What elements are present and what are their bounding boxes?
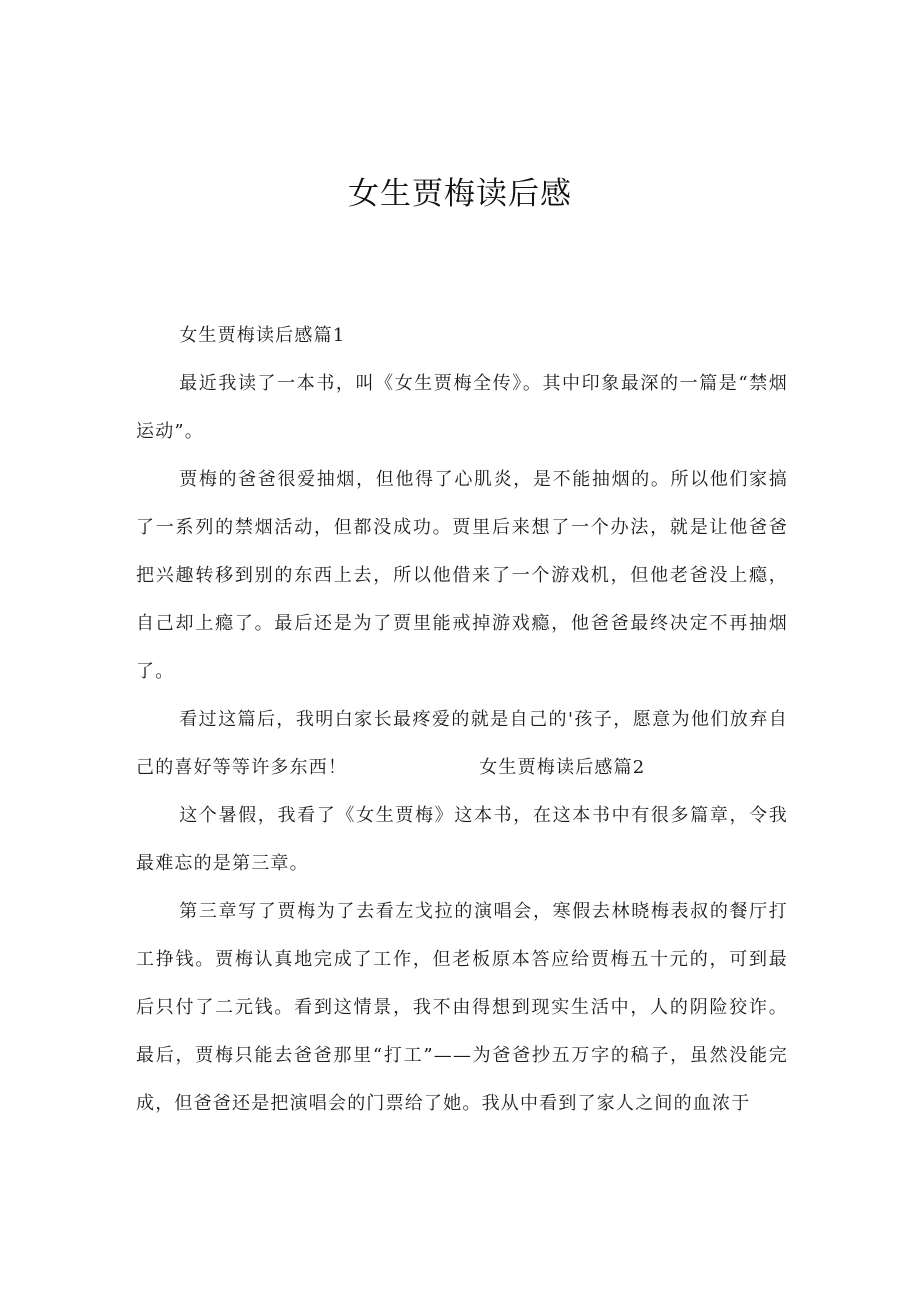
paragraph-with-heading: [136, 696, 788, 792]
closing-text: 看过这篇后，我明白家长最疼爱的就是自己的'孩子，愿意为他们放弃自己的喜好等等许多东西！: [136, 709, 788, 778]
paragraph: 最近我读了一本书，叫《女生贾梅全传》。其中印象最深的一篇是“禁烟运动”。: [136, 373, 788, 442]
document-body: [136, 312, 788, 1128]
paragraph: 这个暑假，我看了《女生贾梅》这本书，在这本书中有很多篇章，令我最难忘的是第三章。: [136, 805, 788, 874]
document-title: 女生贾梅读后感: [348, 176, 572, 212]
paragraph: 贾梅的爸爸很爱抽烟，但他得了心肌炎，是不能抽烟的。所以他们家搞了一系列的禁烟活动，但都没成功。贾里后来想了一个办法，就是让他爸爸把兴趣转移到别的东西上去，所以他借来了一个游戏机，但他老爸没上瘾，自己却上瘾了。最后还是为了贾里能戒掉游戏瘾，他爸爸最终决定不再抽烟了。: [136, 469, 788, 682]
section-heading-2: 女生贾梅读后感篇2: [479, 757, 646, 778]
paragraph: 第三章写了贾梅为了去看左戈拉的演唱会，寒假去林晓梅表叔的餐厅打工挣钱。贾梅认真地完成了工作，但老板原本答应给贾梅五十元的，可到最后只付了二元钱。看到这情景，我不由得想到现实生活中，人的阴险狡诈。最后，贾梅只能去爸爸那里“打工”——为爸爸抄五万字的稿子，虽然没能完成，但爸爸还是把演唱会的门票给了她。我从中看到了家人之间的血浓于: [136, 901, 788, 1114]
section-heading-1: 女生贾梅读后感篇1: [179, 325, 346, 346]
